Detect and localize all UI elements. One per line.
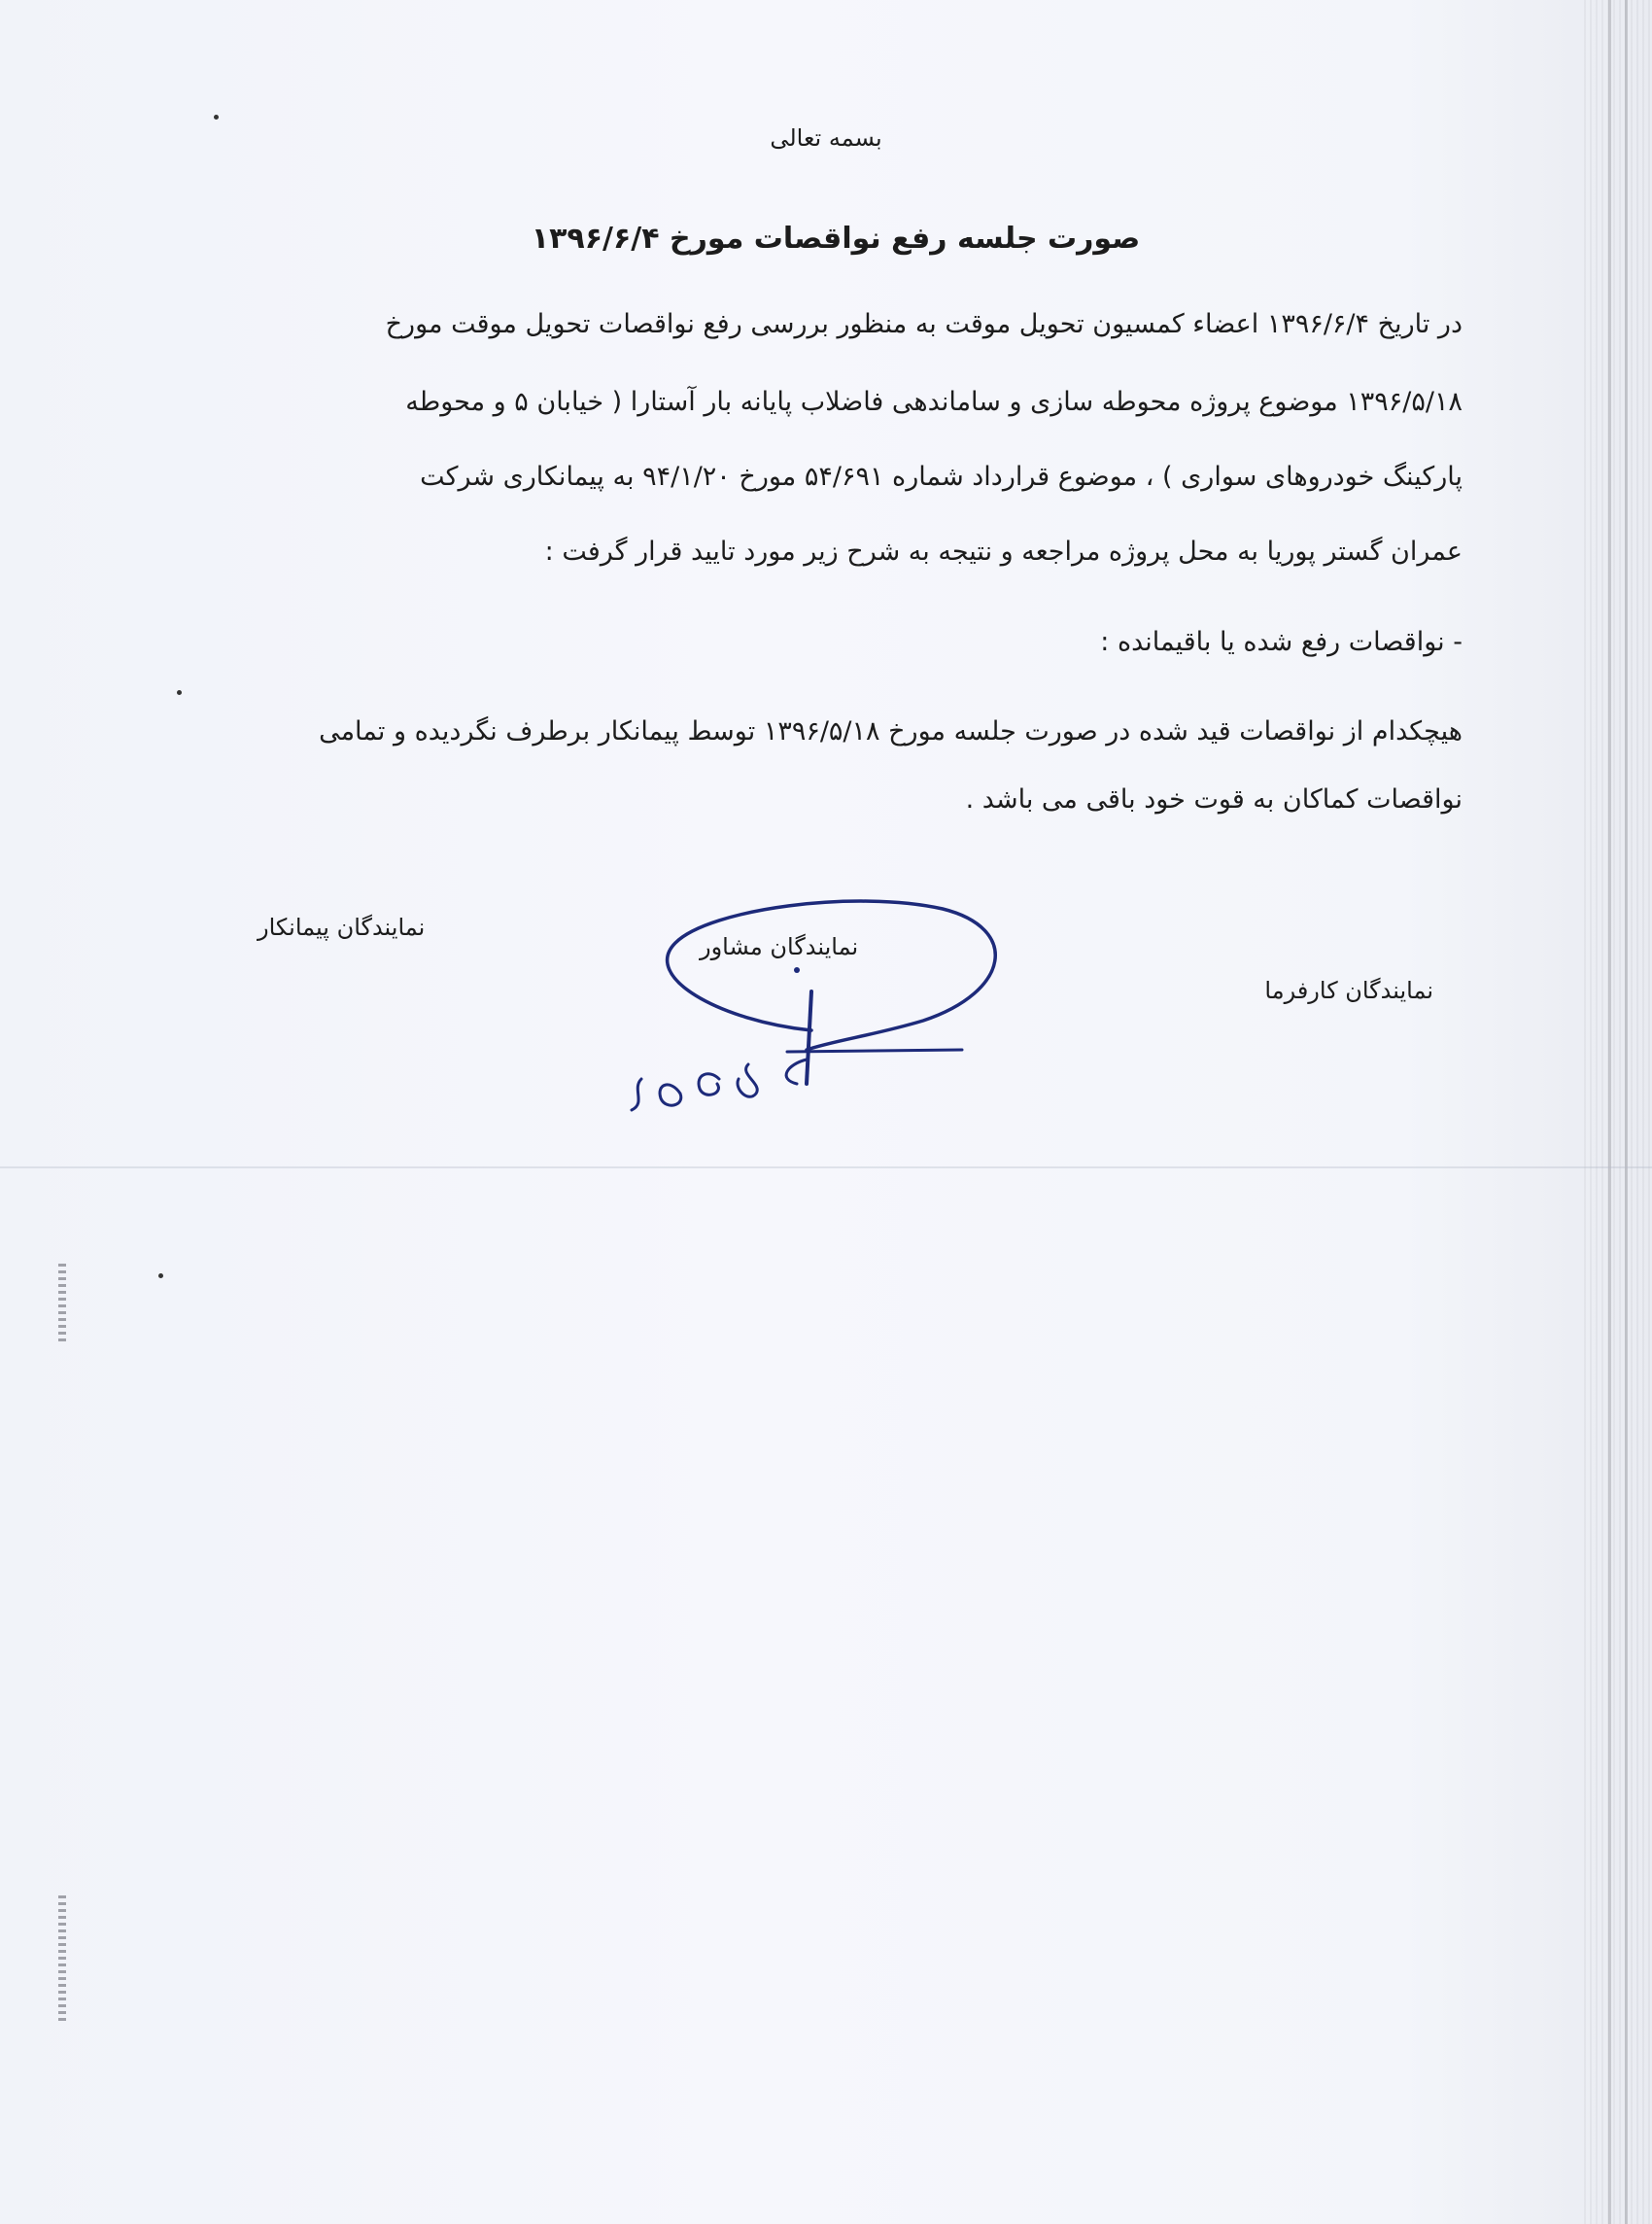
paragraph-line: در تاریخ ۱۳۹۶/۶/۴ اعضاء کمسیون تحویل موقت به منظور بررسی رفع نواقصات تحویل موقت مورخ xyxy=(385,309,1463,339)
paragraph-line: عمران گستر پوریا به محل پروژه مراجعه و نتیجه به شرح زیر مورد تایید قرار گرفت : xyxy=(544,537,1463,567)
document-title: صورت جلسه رفع نواقصات مورخ ۱۳۹۶/۶/۴ xyxy=(531,222,1141,256)
blessing-heading: بسمه تعالی xyxy=(770,124,882,152)
contractor-representatives-label: نمایندگان پیمانکار xyxy=(258,914,426,941)
scan-edge-line xyxy=(1625,0,1628,2224)
handwritten-signature xyxy=(602,885,1011,1128)
scan-speck xyxy=(158,1273,163,1278)
paragraph-line: ۱۳۹۶/۵/۱۸ موضوع پروژه محوطه سازی و ساماندهی فاضلاب پایانه بار آستارا ( خیابان ۵ و محوطه xyxy=(405,387,1463,417)
scan-speck xyxy=(214,115,219,120)
employer-representatives-label: نمایندگان کارفرما xyxy=(1264,977,1433,1004)
consultant-representatives-label: نمایندگان مشاور xyxy=(700,933,859,960)
scan-artifact xyxy=(58,1264,66,1341)
paper-fold-line xyxy=(0,1166,1652,1168)
body-line: نواقصات کماکان به قوت خود باقی می باشد . xyxy=(965,784,1463,815)
defects-subheading: - نواقصات رفع شده یا باقیمانده : xyxy=(1100,627,1463,657)
scan-edge-shading xyxy=(1584,0,1652,2224)
scan-speck xyxy=(177,690,182,695)
scan-edge-line xyxy=(1608,0,1611,2224)
body-line: هیچکدام از نواقصات قید شده در صورت جلسه مورخ ۱۳۹۶/۵/۱۸ توسط پیمانکار برطرف نگردیده و تمامی xyxy=(319,716,1463,747)
paragraph-line: پارکینگ خودروهای سواری ) ، موضوع قرارداد شماره ۵۴/۶۹۱ مورخ ۹۴/۱/۲۰ به پیمانکاری شرکت xyxy=(420,462,1463,492)
scan-artifact xyxy=(58,1895,66,2022)
